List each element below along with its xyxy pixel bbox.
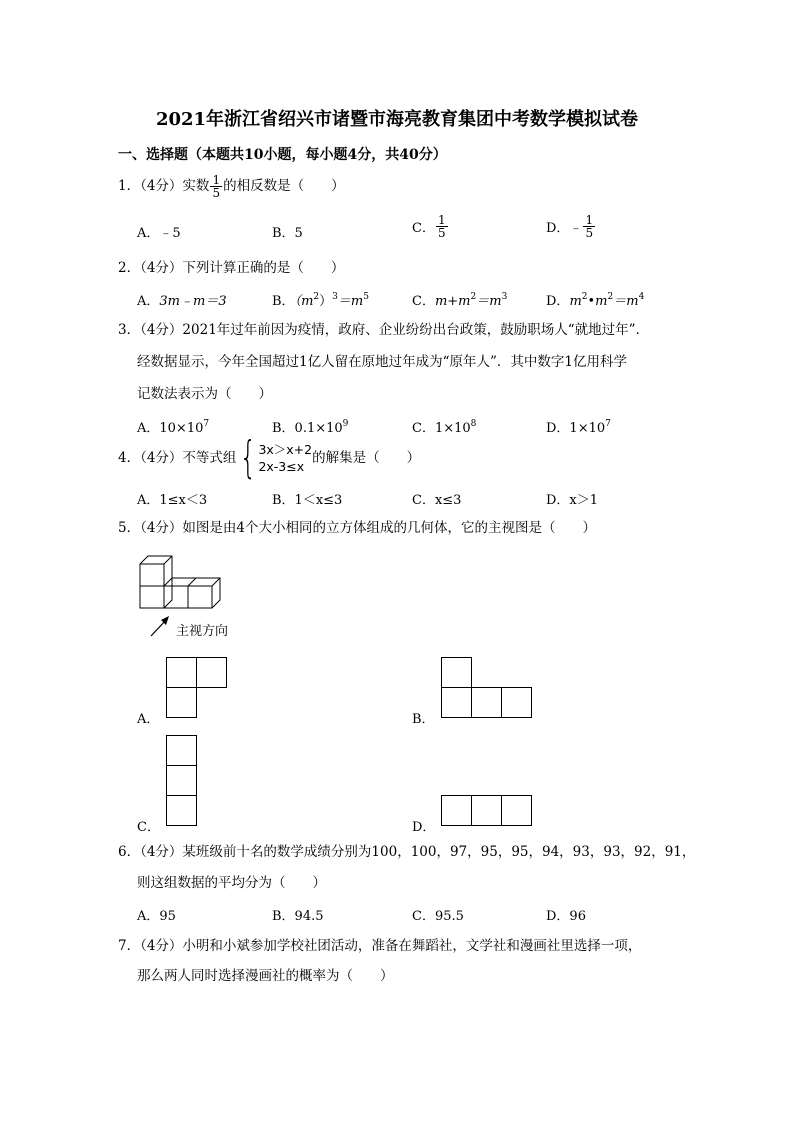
inequality-system: 3x＞x+2 2x-3≤x (258, 442, 313, 474)
option-b: B．$0.1\times 10^9$ (272, 419, 349, 436)
option-d: D．x＞1 (546, 493, 599, 508)
option-d: D．﹣ $\frac{1}{5}$ (546, 213, 594, 240)
option-a: A．1≤x＜3 (137, 493, 208, 508)
option-c: C． $\frac{1}{5}$ (412, 213, 446, 240)
fraction: $\frac{1}{5}$ (212, 173, 221, 200)
view-direction-arrow (148, 614, 172, 638)
option-d-figure (441, 795, 533, 827)
question-4: 4．（4分）不等式组{ 3x＞x+2 2x-3≤x 的解集是（ ） (118, 432, 421, 483)
question-7-line-1: 7．（4分）小明和小斌参加学校社团活动，准备在舞蹈社，文学社和漫画社里选择一项， (118, 938, 642, 954)
brace: { (240, 432, 257, 483)
option-c: C．$1\times 10^8$ (412, 419, 477, 436)
option-a: A．95 (137, 909, 176, 924)
question-3-line-2: 经数据显示，今年全国超过1亿人留在原地过年成为“原年人”．其中数字1亿用科学 (137, 354, 627, 370)
option-c: C． (137, 820, 160, 835)
option-b: B． (412, 712, 435, 727)
option-a: A．3m﹣m＝3 (137, 294, 227, 309)
option-d: D． (412, 820, 436, 835)
question-1 (118, 174, 345, 199)
option-a: A． (137, 712, 160, 727)
page-title: 2021年浙江省绍兴市诸暨市海亮教育集团中考数学模拟试卷 (155, 109, 639, 130)
question-1-stem-b: 的相反数是（ ） (223, 178, 345, 194)
question-6-line-2: 则这组数据的平均分为（ ） (137, 875, 326, 891)
option-c: C．x≤3 (412, 493, 462, 508)
option-c: C．$m+m^2=m^3$ (412, 292, 508, 309)
question-3-line-1: 3．（4分）2021年过年前因为疫情，政府、企业纷纷出台政策，鼓励职场人“就地过年”． (118, 322, 650, 338)
option-d: D．96 (546, 909, 586, 924)
option-a: A．﹣5 (137, 226, 181, 241)
option-b: B．94.5 (272, 909, 324, 924)
option-b: B．1＜x≤3 (272, 493, 343, 508)
option-b: B．$(m^2)^3=m^5$ (272, 292, 369, 309)
option-a-figure (166, 657, 228, 719)
cube-solid-figure (138, 552, 228, 614)
option-c-figure (166, 735, 198, 827)
option-c: C．95.5 (412, 909, 464, 924)
question-5: 5．（4分）如图是由4个大小相同的立方体组成的几何体，它的主视图是（ ） (118, 520, 597, 536)
option-b-figure (441, 657, 533, 719)
question-3-line-3: 记数法表示为（ ） (137, 386, 272, 402)
question-7-line-2: 那么两人同时选择漫画社的概率为（ ） (137, 968, 394, 984)
question-1-stem-a: 1．（4分）实数 (118, 178, 210, 194)
question-2: 2．（4分）下列计算正确的是（ ） (118, 260, 345, 276)
view-direction-label: 主视方向 (176, 624, 229, 639)
option-b: B．5 (272, 226, 303, 241)
option-d: D．$1\times 10^7$ (546, 419, 611, 436)
section-heading: 一、选择题（本题共10小题，每小题4分，共40分） (118, 147, 447, 163)
option-a: A．$10\times 10^7$ (137, 419, 210, 436)
question-6-line-1: 6．（4分）某班级前十名的数学成绩分别为100，100，97，95，95，94，93，93，92，91， (118, 844, 696, 860)
option-d: D．$m^2•m^2=m^4$ (546, 292, 645, 309)
